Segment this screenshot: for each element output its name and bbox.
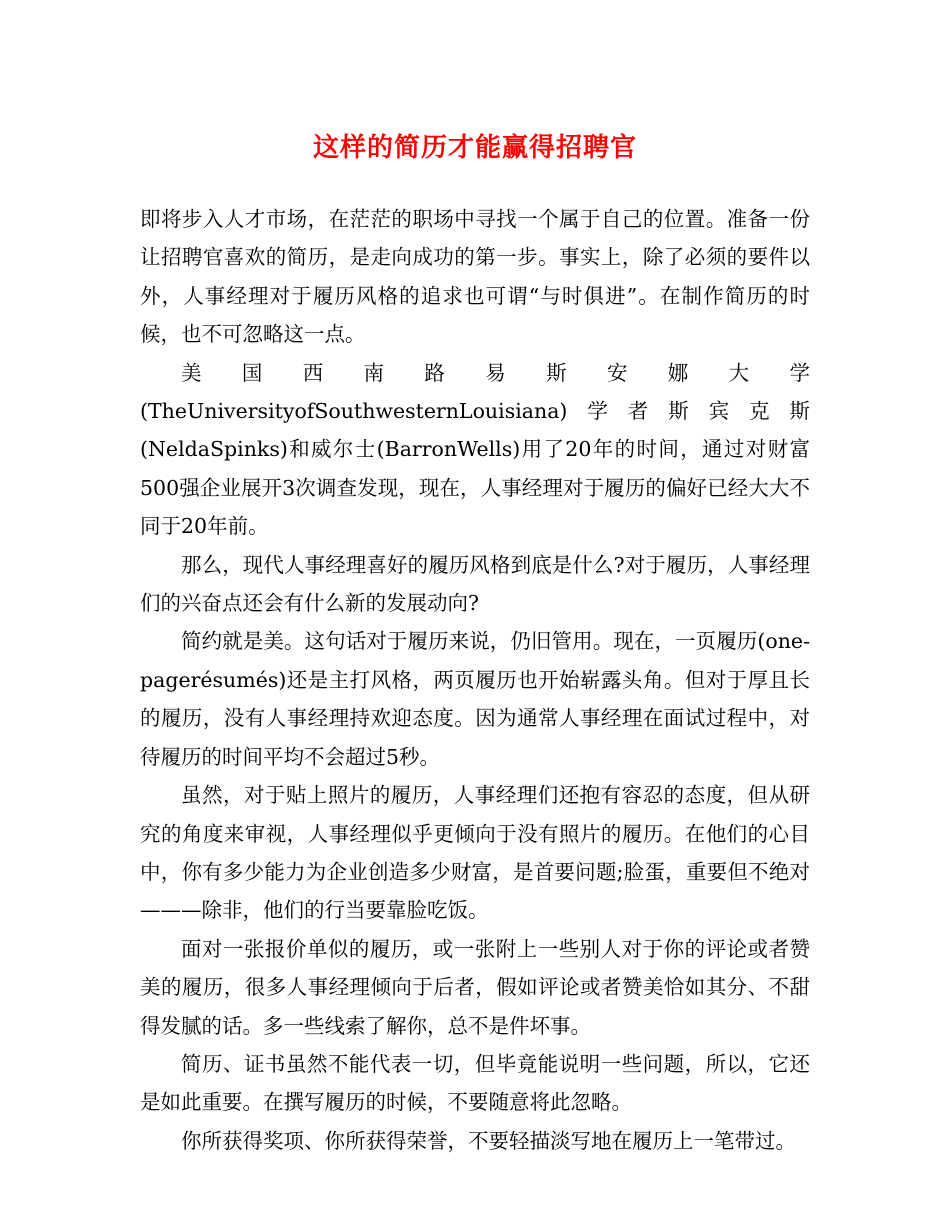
paragraph-8: 你所获得奖项、你所获得荣誉，不要轻描淡写地在履历上一笔带过。: [181, 1128, 796, 1153]
paragraph-4: 简约就是美。这句话对于履历来说，仍旧管用。现在，一页履历(one-pagerésumés)还是主打风格，两页履历也开始崭露头角。但对于厚且长的履历，没有人事经理持欢迎态度。因为通常人事经理在面试过程中，对待履历的时间平均不会超过5秒。: [140, 629, 810, 769]
paragraph-2: 美国西南路易斯安娜大学(TheUniversityofSouthwesternLouisiana)学者斯宾克斯(NeldaSpinks)和威尔士(BarronWells)用了20年的时间，通过对财富500强企业展开3次调查发现，现在，人事经理对于履历的偏好已经大大不同于20年前。: [140, 360, 810, 539]
paragraph-5: 虽然，对于贴上照片的履历，人事经理们还抱有容忍的态度，但从研究的角度来审视，人事经理似乎更倾向于没有照片的履历。在他们的心目中，你有多少能力为企业创造多少财富，是首要问题;脸蛋，重要但不绝对———除非，他们的行当要靠脸吃饭。: [140, 783, 810, 923]
document-body: [140, 200, 810, 1160]
document-title: 这样的简历才能赢得招聘官: [312, 133, 637, 163]
paragraph-7: 简历、证书虽然不能代表一切，但毕竟能说明一些问题，所以，它还是如此重要。在撰写履历的时候，不要随意将此忽略。: [140, 1051, 810, 1115]
paragraph-3: 那么，现代人事经理喜好的履历风格到底是什么?对于履历，人事经理们的兴奋点还会有什么新的发展动向?: [140, 552, 810, 616]
paragraph-6: 面对一张报价单似的履历，或一张附上一些别人对于你的评论或者赞美的履历，很多人事经理倾向于后者，假如评论或者赞美恰如其分、不甜得发腻的话。多一些线索了解你，总不是件坏事。: [140, 936, 810, 1038]
paragraph-1: 即将步入人才市场，在茫茫的职场中寻找一个属于自己的位置。准备一份让招聘官喜欢的简历，是走向成功的第一步。事实上，除了必须的要件以外，人事经理对于履历风格的追求也可谓“与时俱进”。在制作简历的时候，也不可忽略这一点。: [140, 207, 810, 347]
